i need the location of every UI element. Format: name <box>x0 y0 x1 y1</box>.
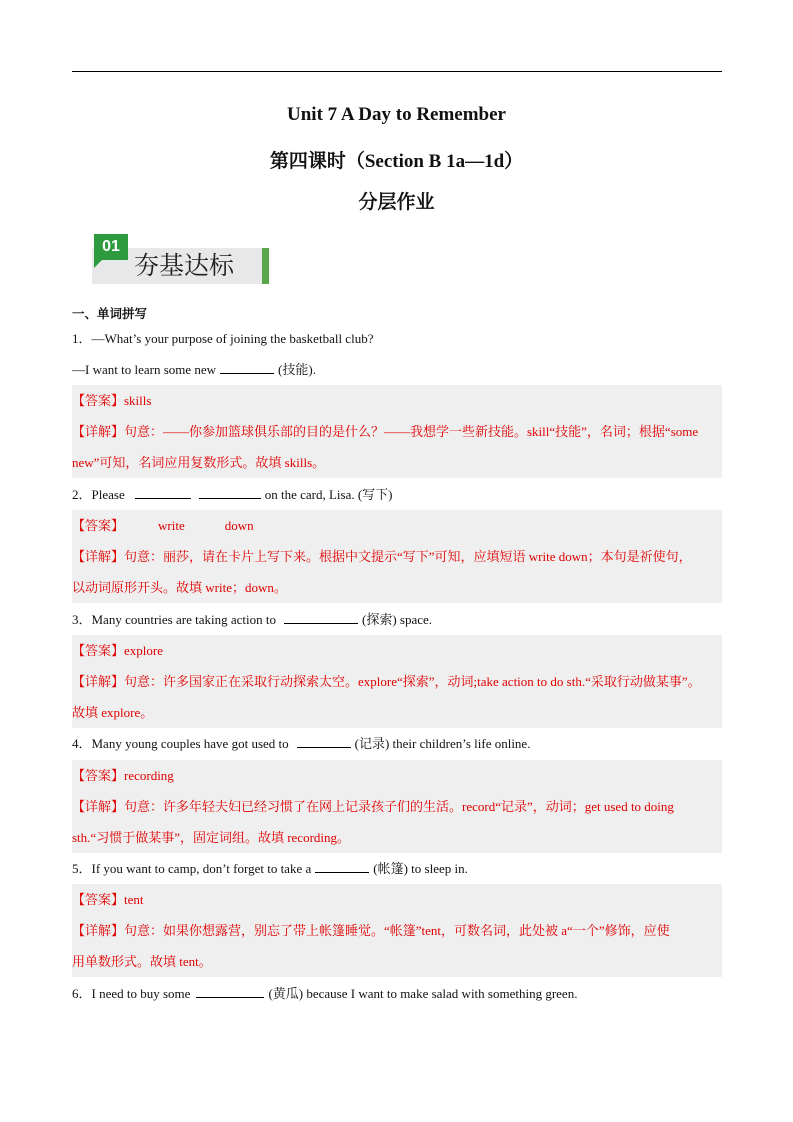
question-1-answer: 【答案】skills <box>72 393 152 408</box>
question-3-answer: 【答案】explore <box>72 643 163 658</box>
question-5-detail-line-2: 用单数形式。故填 tent。 <box>72 954 212 969</box>
question-3-detail-line-1: 【详解】句意：许多国家正在采取行动探索太空。explore“探索”，动词;take action to do sth.“采取行动做某事”。 <box>72 674 701 689</box>
banner-label: 夯基达标 <box>134 251 235 280</box>
lesson-subtitle: 第四课时（Section B 1a—1d） <box>269 151 524 172</box>
question-3-hint: (探索) space. <box>361 612 433 627</box>
question-1-detail-line-2: new”可知，名词应用复数形式。故填 skills。 <box>72 455 326 470</box>
banner-number: 01 <box>94 234 128 260</box>
question-4-detail-line-1: 【详解】句意：许多年轻夫妇已经习惯了在网上记录孩子们的生活。record“记录”，动词；get used to doing <box>72 799 674 814</box>
question-2-blank-2[interactable] <box>199 486 261 499</box>
question-2-blank-1[interactable] <box>135 486 191 499</box>
question-2-answer-word-1: write <box>158 518 185 533</box>
question-5-blank[interactable] <box>315 860 369 873</box>
question-4-detail-line-2: sth.“习惯于做某事”，固定词组。故填 recording。 <box>72 830 351 845</box>
question-3-answer-box <box>72 635 722 728</box>
question-2-detail-line-1: 【详解】句意：丽莎，请在卡片上写下来。根据中文提示“写下”可知，应填短语 write down；本句是祈使句， <box>72 549 692 564</box>
header-rule <box>72 71 722 72</box>
question-6-hint: (黄瓜) because I want to make salad with something green. <box>268 986 578 1001</box>
question-1-line-2 <box>72 361 722 379</box>
question-2-answer-label: 【答案】 <box>72 518 125 533</box>
question-1-answer-box <box>72 385 722 478</box>
question-4-answer-box <box>72 760 722 853</box>
question-1-detail-line-1: 【详解】句意：——你参加篮球俱乐部的目的是什么？——我想学一些新技能。skill“技能”，名词；根据“some <box>72 424 699 439</box>
question-4-answer: 【答案】recording <box>72 768 174 783</box>
section-title: 一、单词拼写 <box>72 306 148 321</box>
question-6-prompt: 6．I need to buy some <box>72 986 191 1001</box>
question-4-blank[interactable] <box>297 735 351 748</box>
question-2-answer <box>72 517 722 535</box>
page-title: Unit 7 A Day to Remember <box>287 104 506 125</box>
question-6-blank[interactable] <box>196 985 264 998</box>
question-2-line <box>72 486 722 504</box>
question-2-detail-line-2: 以动词原形开头。故填 write；down。 <box>72 580 287 595</box>
question-5-hint: (帐篷) to sleep in. <box>373 861 468 876</box>
question-5-line <box>72 860 722 878</box>
question-3-prompt: 3．Many countries are taking action to <box>72 612 276 627</box>
question-2-answer-word-2: down <box>224 518 254 533</box>
question-1-blank[interactable] <box>220 361 274 374</box>
question-5-answer: 【答案】tent <box>72 892 144 907</box>
section-banner <box>84 232 274 288</box>
question-5-detail-line-1: 【详解】句意：如果你想露营，别忘了带上帐篷睡觉。“帐篷”tent，可数名词，此处被 a“一个”修饰，应使 <box>72 923 670 938</box>
question-4-hint: (记录) their children’s life online. <box>354 736 531 751</box>
question-1-line-1 <box>72 330 722 348</box>
question-3-blank[interactable] <box>284 611 358 624</box>
question-1-hint: (技能). <box>278 362 316 377</box>
question-6-line <box>72 985 722 1003</box>
banner-accent-bar <box>262 248 269 284</box>
question-3-detail-line-2: 故填 explore。 <box>72 705 154 720</box>
banner-tab-tail <box>94 260 102 268</box>
question-2-prompt: 2．Please <box>72 487 125 502</box>
question-5-answer-box <box>72 884 722 977</box>
question-2-hint: on the card, Lisa. (写下) <box>264 487 393 502</box>
question-1-prompt: —I want to learn some new <box>72 362 217 377</box>
question-5-prompt: 5．If you want to camp, don’t forget to take a <box>72 861 312 876</box>
homework-heading: 分层作业 <box>358 192 435 213</box>
question-2-answer-box <box>72 510 722 603</box>
question-4-prompt: 4．Many young couples have got used to <box>72 736 289 751</box>
question-4-line <box>72 735 722 753</box>
question-1-text: 1．—What’s your purpose of joining the basketball club? <box>72 331 374 346</box>
question-3-line <box>72 611 722 629</box>
